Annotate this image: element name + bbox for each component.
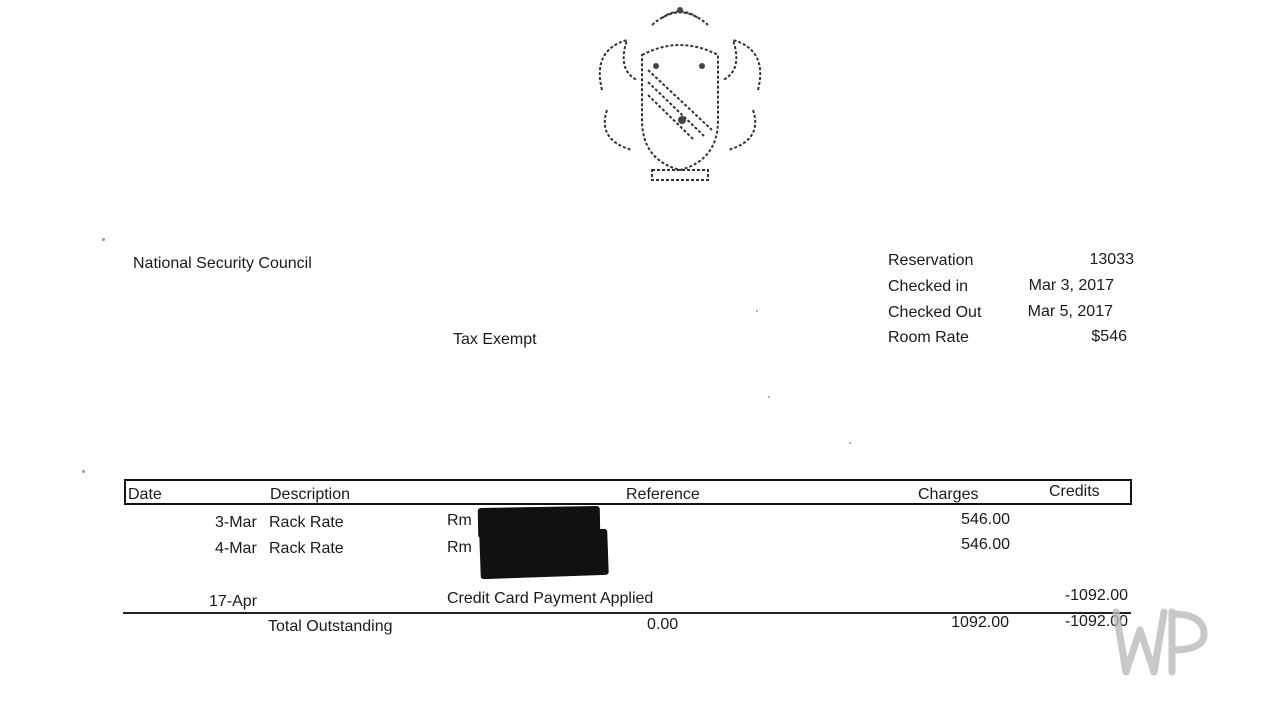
- table-row-reference: Credit Card Payment Applied: [447, 590, 654, 607]
- newspaper-logo-watermark-icon: [1108, 590, 1220, 690]
- scan-speck: [768, 396, 770, 398]
- checked-out-label: Checked Out: [888, 304, 982, 321]
- organization-name: National Security Council: [133, 255, 312, 272]
- table-row-date: 4-Mar: [215, 540, 257, 557]
- scan-speck: [756, 310, 758, 312]
- header-date: Date: [128, 486, 162, 503]
- header-credits: Credits: [1049, 483, 1100, 500]
- room-rate-label: Room Rate: [888, 329, 969, 346]
- table-row-reference: Rm: [447, 512, 472, 529]
- scan-speck: [102, 238, 105, 241]
- room-rate-value: $546: [1091, 328, 1127, 345]
- scan-speck: [849, 442, 851, 444]
- crest-icon: [582, 0, 778, 186]
- table-row-charges: 546.00: [961, 511, 1010, 528]
- table-row-credits: -1092.00: [1064, 587, 1128, 604]
- checked-in-value: Mar 3, 2017: [1028, 277, 1114, 294]
- table-row-description: Rack Rate: [269, 514, 344, 531]
- checked-out-value: Mar 5, 2017: [1027, 303, 1113, 320]
- header-reference: Reference: [626, 486, 700, 503]
- table-header: [124, 479, 1132, 505]
- total-label: Total Outstanding: [268, 618, 393, 635]
- table-row-date: 3-Mar: [215, 514, 257, 531]
- header-charges: Charges: [918, 486, 979, 503]
- reservation-label: Reservation: [888, 252, 974, 269]
- tax-status: Tax Exempt: [453, 331, 537, 348]
- total-charges: 1092.00: [951, 614, 1009, 631]
- redaction-block: [479, 529, 609, 579]
- total-reference: 0.00: [647, 616, 679, 633]
- scan-speck: [82, 470, 85, 473]
- table-row-description: Rack Rate: [269, 540, 344, 557]
- header-description: Description: [270, 486, 351, 503]
- checked-in-label: Checked in: [888, 278, 969, 295]
- total-credits: -1092.00: [1064, 613, 1128, 630]
- reservation-value: 13033: [1089, 251, 1134, 268]
- table-row-charges: 546.00: [961, 536, 1010, 553]
- table-row-reference: Rm: [447, 539, 472, 556]
- table-row-date: 17-Apr: [209, 593, 258, 610]
